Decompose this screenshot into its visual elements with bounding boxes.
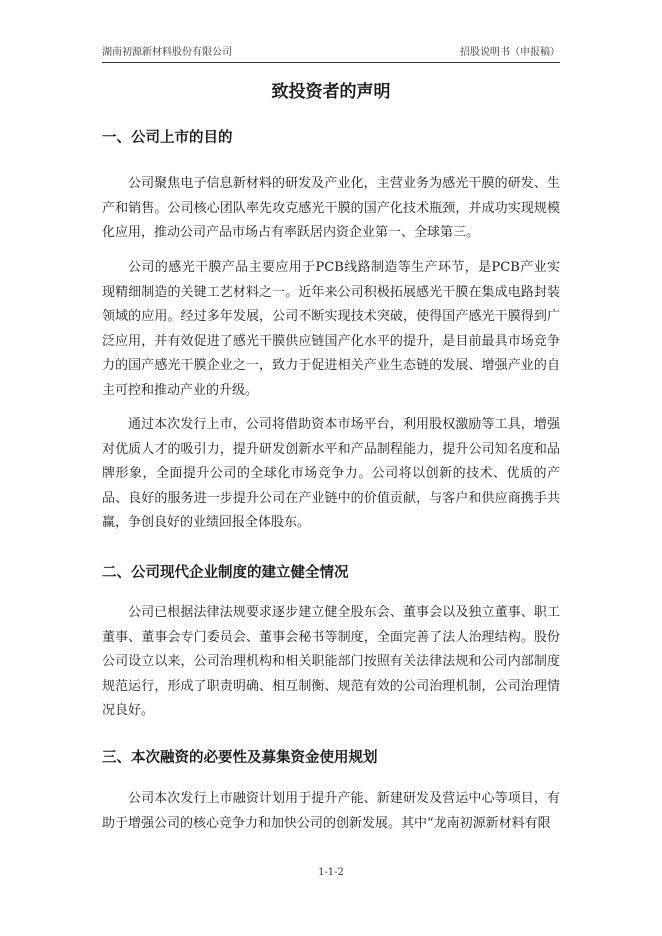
section-heading-listing-purpose: 一、公司上市的目的 bbox=[102, 130, 233, 146]
page-header bbox=[102, 44, 560, 62]
page-number: 1-1-2 bbox=[318, 867, 344, 878]
section-heading-corporate-governance: 二、公司现代企业制度的建立健全情况 bbox=[102, 565, 349, 581]
paragraph: 公司聚焦电子信息新材料的研发及产业化，主营业务为感光干膜的研发、生产和销售。公司核心团队率先攻克感光干膜的国产化技术瓶颈，并成功实现规模化应用，推动公司产品市场占有率跃居内资企业第一、全球第三。 bbox=[102, 176, 560, 240]
header-document-type: 招股说明书（申报稿） bbox=[460, 47, 560, 58]
header-company-name: 湖南初源新材料股份有限公司 bbox=[102, 47, 232, 58]
header-divider bbox=[102, 62, 560, 63]
paragraph: 公司已根据法律法规要求逐步建立健全股东会、董事会以及独立董事、职工董事、董事会专门委员会、董事会秘书等制度，全面完善了法人治理结构。股份公司设立以来，公司治理机构和相关职能部门按照有关法律法规和公司内部制度规范运行，形成了职责明确、相互制衡、规范有效的公司治理机制，公司治理情况良好。 bbox=[102, 605, 560, 718]
document-title: 致投资者的声明 bbox=[271, 82, 391, 102]
paragraph: 公司本次发行上市融资计划用于提升产能、新建研发及营运中心等项目，有助于增强公司的核心竞争力和加快公司的创新发展。其中“龙南初源新材料有限 bbox=[102, 791, 560, 831]
paragraph: 通过本次发行上市，公司将借助资本市场平台，利用股权激励等工具，增强对优质人才的吸引力，提升研发创新水平和产品制程能力，提升公司知名度和品牌形象，全面提升公司的全球化市场竞争力。公司将以创新的技术、优质的产品、良好的服务进一步提升公司在产业链中的价值贡献，与客户和供应商携手共赢，争创良好的业绩回报全体股东。 bbox=[102, 417, 560, 530]
section-heading-financing-necessity: 三、本次融资的必要性及募集资金使用规划 bbox=[102, 750, 378, 766]
paragraph: 公司的感光干膜产品主要应用于PCB线路制造等生产环节，是PCB产业实现精细制造的关键工艺材料之一。近年来公司积极拓展感光干膜在集成电路封装领域的应用。经过多年发展，公司不断实现技术突破，使得国产感光干膜得到广泛应用，并有效促进了感光干膜供应链国产化水平的提升，是目前最具市场竞争力的国产感光干膜企业之一，致力于促进相关产业生态链的发展、增强产业的自主可控和推动产业的升级。 bbox=[102, 260, 560, 398]
